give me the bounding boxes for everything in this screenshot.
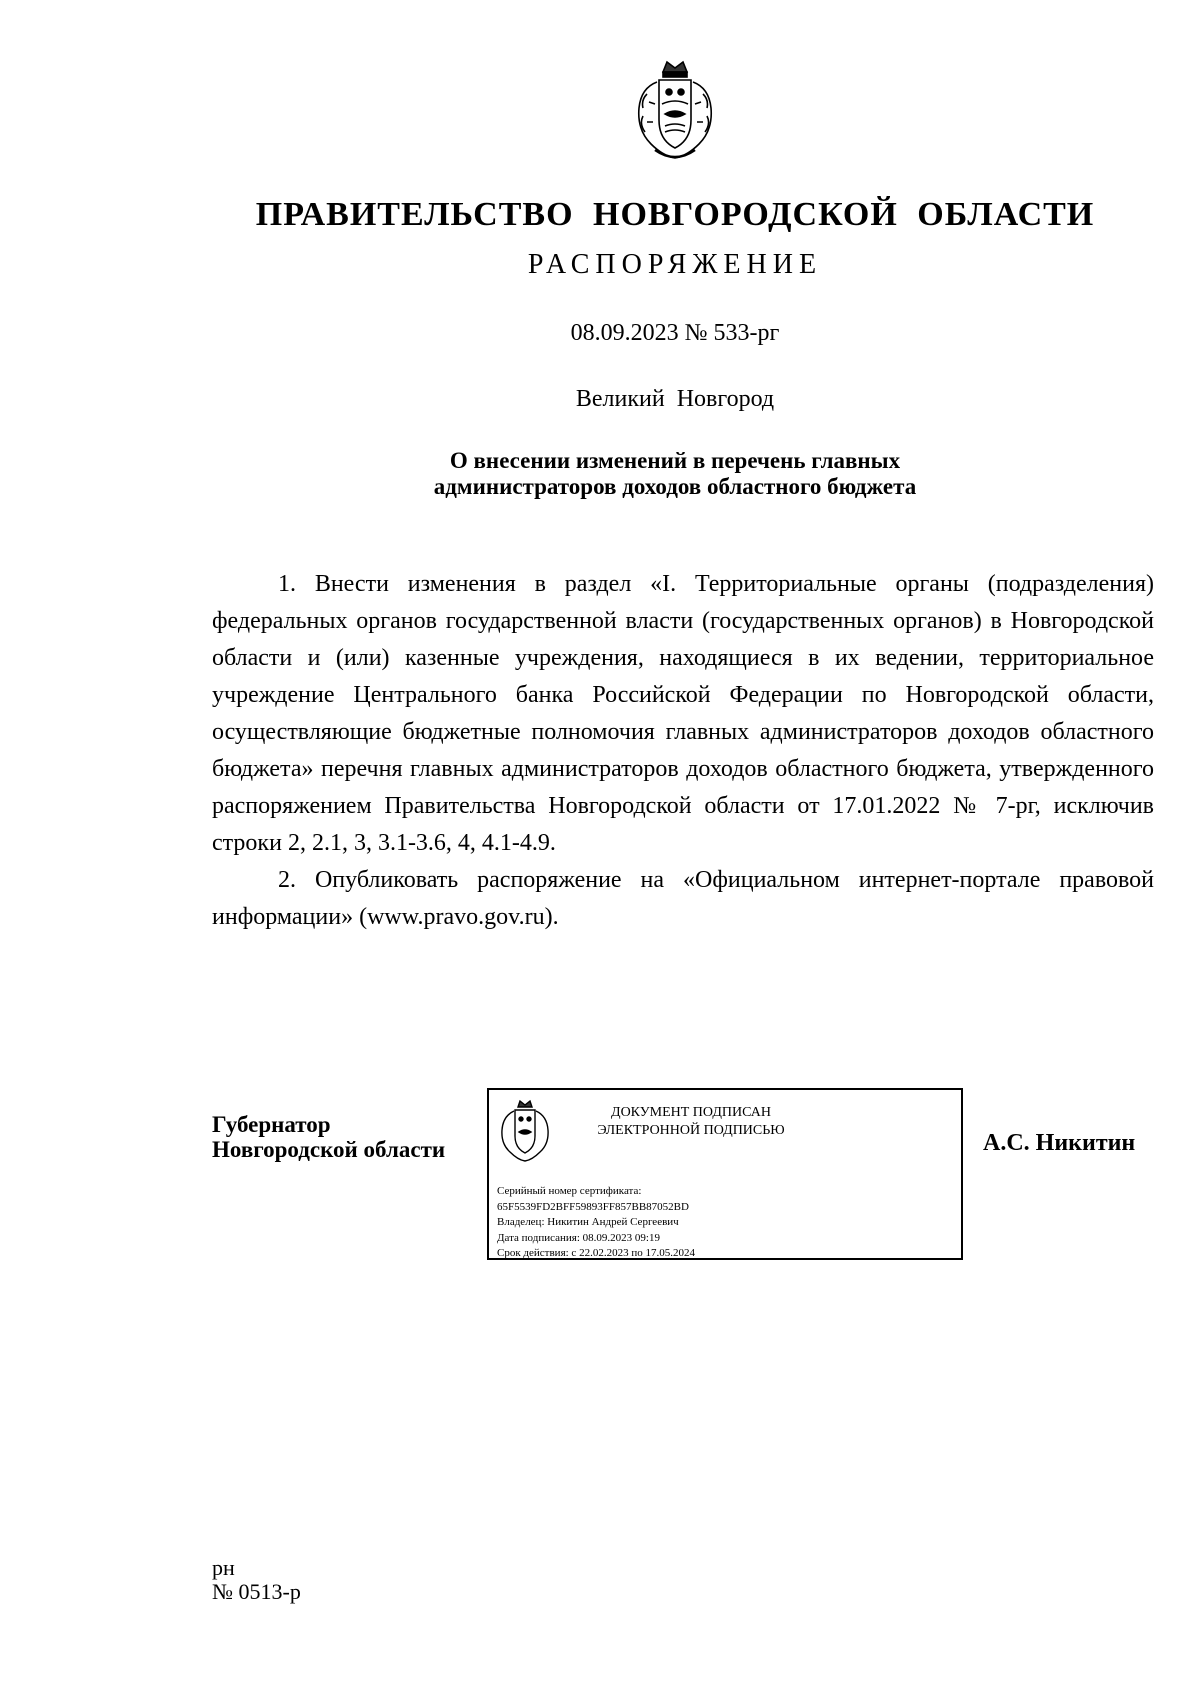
footer-line-1: рн [212, 1555, 235, 1580]
footer-line-2: № 0513-р [212, 1579, 301, 1604]
document-body [212, 566, 1154, 936]
signer-position [212, 1112, 445, 1162]
signer-position-line-2: Новгородской области [212, 1137, 446, 1162]
subject-line-1: О внесении изменений в перечень главных [449, 448, 901, 473]
stamp-signed-date: Дата подписания: 08.09.2023 09:19 [497, 1231, 660, 1244]
signer-name: А.С. Никитин [983, 1130, 1136, 1156]
stamp-serial-label: Серийный номер сертификата: [497, 1185, 642, 1197]
electronic-signature-stamp [487, 1088, 963, 1260]
stamp-coat-of-arms-icon [497, 1098, 553, 1166]
document-type: РАСПОРЯЖЕНИЕ [527, 249, 823, 280]
document-city: Великий Новгород [575, 386, 775, 412]
stamp-validity: Срок действия: с 22.02.2023 по 17.05.2024 [497, 1247, 695, 1259]
organization-title: ПРАВИТЕЛЬСТВО НОВГОРОДСКОЙ ОБЛАСТИ [255, 196, 1095, 233]
paragraph-1: 1. Внести изменения в раздел «I. Территориальные органы (подразделения) федеральных органов государственной власти (государственных органов) в Новгородской области и (или) казенные учреждения, находящиеся в их ведении, территориальное учреждение Центрального банка Российской Федерации по Новгородской области, осуществляющие бюджетные полномочия главных администраторов доходов областного бюджета» перечня главных администраторов доходов областного бюджета, утвержденного распоряжением Правительства Новгородской области от 17.01.2022 № 7-рг, исключив строки 2, 2.1, 3, 3.1-3.6, 4, 4.1-4.9. [212, 571, 1154, 856]
footer-code [212, 1556, 301, 1604]
stamp-heading-line-2: ЭЛЕКТРОННОЙ ПОДПИСЬЮ [597, 1123, 785, 1138]
stamp-details [497, 1184, 695, 1262]
signer-position-line-1: Губернатор [212, 1112, 331, 1137]
document-date-number: 08.09.2023 № 533-рг [570, 320, 780, 346]
stamp-serial-number: 65F5539FD2BFF59893FF857BB87052BD [497, 1200, 689, 1213]
stamp-owner: Владелец: Никитин Андрей Сергеевич [497, 1216, 679, 1228]
document-subject [0, 448, 1200, 500]
coat-of-arms-icon [629, 58, 721, 166]
subject-line-2: администраторов доходов областного бюджета [433, 474, 917, 499]
stamp-heading-line-1: ДОКУМЕНТ ПОДПИСАН [611, 1105, 771, 1120]
paragraph-2: 2. Опубликовать распоряжение на «Официальном интернет-портале правовой информации» (www.pravo.gov.ru). [212, 867, 1154, 930]
stamp-heading [571, 1104, 811, 1140]
